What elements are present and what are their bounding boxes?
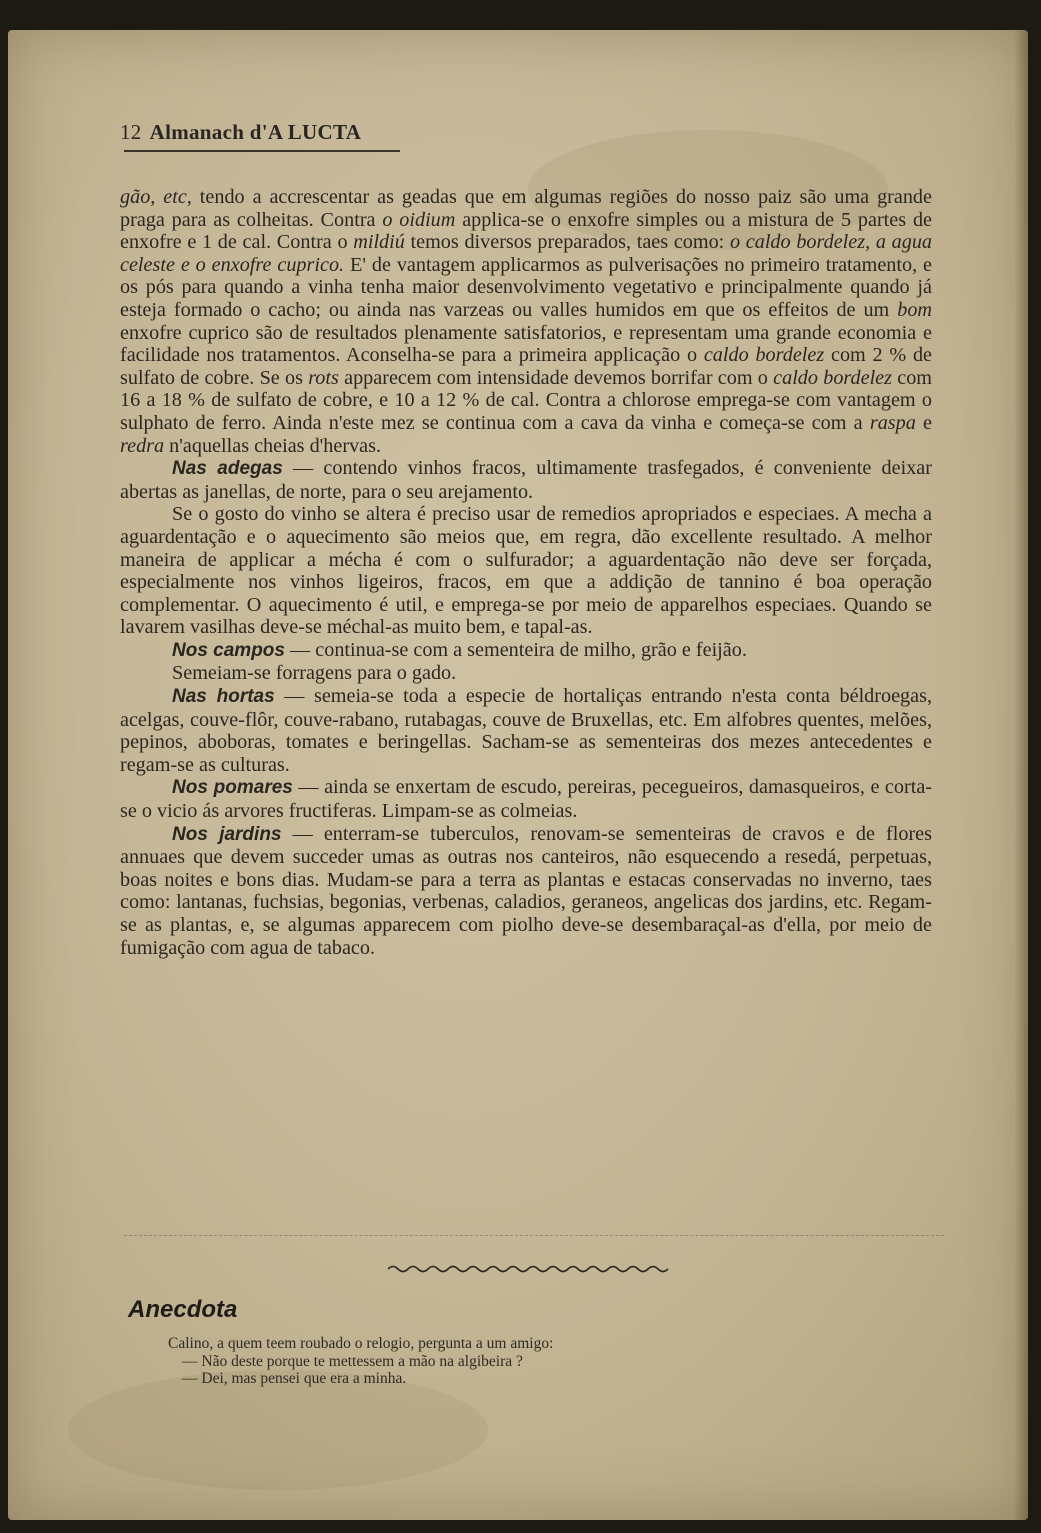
almanac-title: Almanach d'A LUCTA bbox=[149, 120, 362, 144]
anecdota-line: — Não deste porque te mettessem a mão na algibeira ? bbox=[182, 1352, 523, 1370]
section-label-jardins: Nos jardins bbox=[172, 823, 282, 845]
anecdota-text bbox=[168, 1335, 788, 1388]
text-run: n'aquellas cheias d'hervas. bbox=[164, 434, 382, 457]
text-run: com 2 % de sulfato de cobre. Se os bbox=[120, 344, 932, 389]
paragraph-pomares: Nos pomares — ainda se enxertam de escudo, pereiras, pecegueiros, damasqueiros, e corta-se o vicio ás arvores fructiferas. Limpam-se as colmeias. bbox=[120, 776, 932, 823]
text-run: applica-se o enxofre simples ou a mistura de 5 partes de enxofre e 1 de cal. Contra o bbox=[120, 208, 932, 254]
text-run: temos diversos preparados, taes como: bbox=[404, 231, 730, 254]
paragraph-vinhas bbox=[120, 186, 932, 457]
article-body bbox=[120, 186, 932, 959]
text-run: apparecem com intensidade devemos borrifar com o bbox=[338, 366, 774, 389]
italic-term: gão, etc, bbox=[120, 186, 192, 208]
wavy-ornament bbox=[388, 1264, 670, 1274]
paper-stain bbox=[68, 1370, 488, 1490]
section-label-adegas: Nas adegas bbox=[172, 458, 283, 480]
italic-term: raspa bbox=[869, 411, 916, 434]
paragraph-adegas: Nas adegas — contendo vinhos fracos, ultimamente trasfegados, é conveniente deixar abertas as janellas, de norte, para o seu arejamento. bbox=[120, 457, 932, 503]
text-run: e bbox=[915, 411, 933, 434]
italic-term: bom bbox=[897, 298, 932, 321]
page-header bbox=[120, 120, 361, 145]
paragraph-campos: Nos campos — continua-se com a sementeira de milho, grão e feijão. bbox=[172, 638, 747, 661]
anecdota-line: — Dei, mas pensei que era a minha. bbox=[182, 1370, 407, 1387]
italic-term: redra bbox=[120, 434, 165, 457]
anecdota-title: Anecdota bbox=[128, 1296, 238, 1323]
page-number: 12 bbox=[120, 120, 142, 144]
section-label-campos: Nos campos bbox=[172, 639, 285, 661]
italic-term: caldo bordelez bbox=[773, 366, 893, 389]
page-sheet bbox=[8, 30, 1028, 1520]
bottom-rule bbox=[124, 1235, 944, 1236]
italic-term: caldo bordelez bbox=[703, 344, 825, 367]
paragraph-hortas: Nas hortas — semeia-se toda a especie de hortaliças entrando n'esta conta béldroegas, acelgas, couve-flôr, couve-rabano, rutabagas, couve de Bruxellas, etc. Em alfobres quentes, melões, pepinos, aboboras, tomates e beringellas. Sacham-se as sementeiras dos mezes antecedentes e regam-se as culturas. bbox=[120, 685, 932, 776]
paragraph-jardins: Nos jardins — enterram-se tuberculos, renovam-se sementeiras de cravos e de flores annuaes que devem succeder umas as outras nos canteiros, não esquecendo a resedá, perpetuas, boas noites e bons dias. Mudam-se para a terra as plantas e estacas conservadas no inverno, taes como: lantanas, fuchsias, begonias, verbenas, caladios, geraneos, angelicas dos jardins, etc. Regam-se as plantas, e, se algumas apparecem com piolho deve-se desembaraçal-as d'ella, por meio de fumigação com agua de tabaco. bbox=[120, 822, 932, 959]
italic-term: rots bbox=[308, 366, 339, 389]
paragraph-gosto: Se o gosto do vinho se altera é preciso usar de remedios apropriados e especiaes. A mecha a aguardentação e o aquecimento são meios que, em regra, dão excellente resultado. A melhor maneira de applicar a mécha é com o sulfurador; a aguardentação não deve ser forçada, especialmente nos vinhos ligeiros, fracos, em que a addição de tannino é boa operação complementar. O aquecimento é util, e emprega-se por meio de apparelhos especiaes. Quando se lavarem vasilhas deve-se méchal-as muito bem, e tapal-as. bbox=[120, 503, 932, 639]
text-run: com 16 a 18 % de sulfato de cobre, e 10 a 12 % de cal. Contra a chlorose emprega-se com vantagem o sulphato de ferro. Ainda n'este mez se continua com a cava da vinha e começa-se com a bbox=[120, 366, 933, 434]
text-run: tendo a accrescentar as geadas que em algumas regiões do nosso paiz são uma grande praga para as colheitas. Contra bbox=[120, 186, 932, 231]
italic-term: o oidium bbox=[382, 208, 456, 231]
page-edge-shadow bbox=[1014, 30, 1028, 1520]
section-label-pomares: Nos pomares bbox=[172, 777, 293, 799]
text-run: enxofre cuprico são de resultados plenamente satisfatorios, e representam uma grande economia e facilidade nos tratamentos. Aconselha-se para a primeira applicação o bbox=[120, 321, 932, 367]
section-label-hortas: Nas hortas bbox=[172, 686, 275, 708]
header-rule bbox=[124, 150, 400, 152]
text-run: E' de vantagem applicarmos as pulverisações no primeiro tratamento, e os pós para quando a vinha tenha maior desenvolvimento vegetativo e principalmente quando já esteja formado o cacho; ou ainda nas varzeas ou valles humidos em que os effeitos de um bbox=[120, 253, 933, 321]
italic-term: o caldo bordelez, a agua celeste e o enxofre cuprico. bbox=[120, 231, 933, 276]
italic-term: mildiú bbox=[353, 231, 405, 254]
paragraph-forragens: Semeiam-se forragens para o gado. bbox=[172, 662, 457, 685]
anecdota-line: Calino, a quem teem roubado o relogio, pergunta a um amigo: bbox=[168, 1335, 554, 1352]
